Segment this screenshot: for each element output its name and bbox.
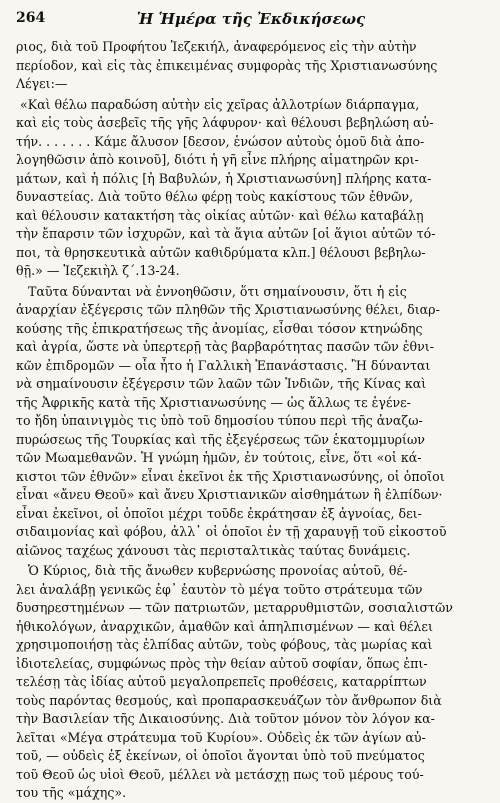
text-line: λεῖται «Μέγα στράτευμα τοῦ Κυρίου». Οὐδεὶς ἐκ τῶν ἁγίων αὐ- (16, 729, 426, 745)
text-line: τοὺς παρόντας θεσμούς, καὶ προπαρασκευάζων τὸν ἄνθρωπον διὰ (16, 692, 442, 708)
text-line: τῆς Ἀφρικῆς κατὰ τῆς Χριστιανωσύνης — ὡς ἄλλως τε ἐγένε- (16, 394, 411, 410)
body-text (16, 38, 486, 803)
text-line: το ἤδη ὑπαινιγμὸς τις ὑπὸ τοῦ δημοσίου τύπου περὶ τῆς ἀναζω- (16, 413, 423, 428)
text-line: κιστοι τῶν ἐθνῶν» εἶναι ἐκεῖνοι ἐκ τῆς Χριστιανωσύνης, οἱ ὁποῖοι (16, 468, 445, 484)
text-line: ριος, διὰ τοῦ Προφήτου Ἰεζεκιήλ, ἀναφερόμενος εἰς τὴν αὐτὴν (16, 39, 417, 54)
page-number: 264 (16, 10, 46, 26)
text-line: τοῦ, — οὐδεὶς ἐξ ἐκείνων, οἱ ὁποῖοι ἄγονται ὑπὸ τοῦ πνεύματος (16, 748, 425, 763)
text-line: εἶναι «ἄνευ Θεοῦ» καὶ ἄνευ Χριστιανικῶν αἰσθημάτων ἢ ἐλπίδων· (16, 487, 443, 502)
text-line: «Καὶ θέλω παραδώση αὐτὴν εἰς χεῖρας ἀλλοτρίων διάρπαγμα, (20, 96, 420, 112)
text-line: δυσηρεστημένων — τῶν πατριωτῶν, μεταρρυθμιστῶν, σοσιαλιστῶν (16, 600, 453, 615)
text-line: τελέσῃ τὰς ἰδίας αὐτοῦ μεγαλοπρεπεῖς προθέσεις, καταρρίπτων (16, 674, 427, 689)
text-line: πυρώσεως τῆς Τουρκίας καὶ τῆς ἐξεγέρσεως τῶν ἑκατομμυρίων (16, 431, 425, 447)
text-line: Ταῦτα δύνανται νὰ ἐννοηθῶσιν, ὅτι σημαίνουσιν, ὅτι ἡ εἰς (28, 283, 407, 299)
text-line: εἶναι ἐκεῖνοι, οἱ ὁποῖοι μέχρι τοῦδε ἐκράτησαν ἐξ ἀγνοίας, δει- (16, 505, 422, 521)
text-line: τῶν Μωαμεθανῶν. Ἡ γνώμη ἡμῶν, ἐν τούτοις, εἶνε, ὅτι «οἱ κά- (16, 450, 422, 465)
text-line: Ὁ Κύριος, διὰ τῆς ἄνωθεν κυβερνώσης προνοίας αὐτοῦ, θέ- (28, 563, 408, 578)
text-line: κούσης τῆς ἐπικρατήσεως τῆς ἀνομίας, εἶσθαι τόσον κτηνώδης (16, 320, 423, 336)
text-line: λογηθῶσιν ἀπὸ κοινοῦ], διότι ἡ γῆ εἶνε πλήρης αἱματηρῶν κρι- (16, 152, 419, 167)
text-line: χρησιμοποιήσῃ τὰς ἐλπίδας αὐτῶν, τοὺς φόβους, τὰς μωρίας καὶ (16, 637, 433, 652)
text-line: δυναστείας. Διὰ τοῦτο θέλω φέρῃ τοὺς κακίστους τῶν ἐθνῶν, (16, 189, 414, 204)
text-line: νὰ σημαίνουσιν ἐξέγερσιν τῶν λαῶν τῶν Ἰνδιῶν, τῆς Κίνας καὶ (16, 376, 427, 391)
text-line: καὶ εἰς τοὺς ἀσεβεῖς τῆς γῆς λάφυρον· καὶ θέλουσι βεβηλώση αὐ- (16, 115, 434, 130)
text-line: περίοδον, καὶ εἰς τὰς ἐπικειμένας συμφορὰς τῆς Χριστιανωσύνης (16, 57, 438, 73)
text-line: Λέγει:— (16, 76, 68, 91)
page-header (16, 10, 486, 32)
text-line: σιδαιμονίας καὶ φόβου, ἀλλ᾿ οἱ ὁποῖοι ἐν τῇ χαραυγῇ τοῦ εἰκοστοῦ (16, 524, 447, 539)
text-line: του τῆς «μάχης». (16, 785, 127, 800)
text-line: ἀναρχίαν ἐξέγερσις τῶν πληθῶν τῆς Χριστιανωσύνης θέλει, διαρ- (16, 302, 440, 317)
running-title: Ἡ Ἡμέρα τῆς Ἐκδικήσεως (136, 10, 366, 28)
text-line: καὶ θέλουσιν κατακτήση τὰς οἰκίας αὐτῶν· καὶ θέλω καταβάλῃ (16, 207, 424, 223)
text-line: τὴν ἔπαρσιν τῶν ἰσχυρῶν, καὶ τὰ ἅγια αὐτῶν [οἱ ἅγιοι αὐτῶν τό- (16, 226, 436, 241)
text-line: μάτων, καὶ ἡ πόλις [ἡ Βαβυλών, ἡ Χριστιανωσύνη] πλήρης κατα- (16, 170, 432, 186)
text-line: καὶ ἀγρία, ὥστε νὰ ὑπερτερῇ τὰς βαρβαρότητας πασῶν τῶν ἐθνι- (16, 339, 434, 354)
text-line: τοῦ Θεοῦ ὡς υἱοὶ Θεοῦ, μέλλει νὰ μετάσχῃ πως τοῦ μέρους τού- (16, 766, 424, 782)
text-line: θῇ.» — Ἰεζεκιὴλ ζ΄.13-24. (16, 263, 180, 278)
text-line: κῶν ἐπιδρομῶν — οἷα ἦτο ἡ Γαλλικὴ Ἐπανάστασις. Ἢ δύνανται (16, 357, 431, 373)
text-line: τήν. . . . . . . Κάμε ἄλυσον [δεσον, ἑνώσον αὐτοὺς ὁμοῦ διὰ ἀπο- (16, 133, 425, 149)
text-line: ἰδιοτελείας, συμφώνως πρὸς τὴν θείαν αὐτοῦ σοφίαν, ὅπως ἐπι- (16, 655, 428, 671)
text-line: ποι, τὰ θρησκευτικὰ αὐτῶν καθιδρύματα κλπ.] θέλουσι βεβηλω- (16, 244, 426, 260)
text-line: ἠθικολόγων, ἀναρχικῶν, ἀμαθῶν καὶ ἀπηλπισμένων — καὶ θέλει (16, 618, 433, 634)
text-line: λει ἀναλάβῃ γενικῶς ἐφ᾿ ἑαυτὸν τὸ μέγα τοῦτο στράτευμα τῶν (16, 581, 423, 597)
text-line: αἰῶνος ταχέως χάνουσι τὰς περισταλτικὰς ταύτας δυνάμεις. (16, 542, 411, 558)
text-line: τὴν Βασιλείαν τῆς Δικαιοσύνης. Διὰ τοῦτον μόνον τὸν λόγον κα- (16, 711, 435, 726)
